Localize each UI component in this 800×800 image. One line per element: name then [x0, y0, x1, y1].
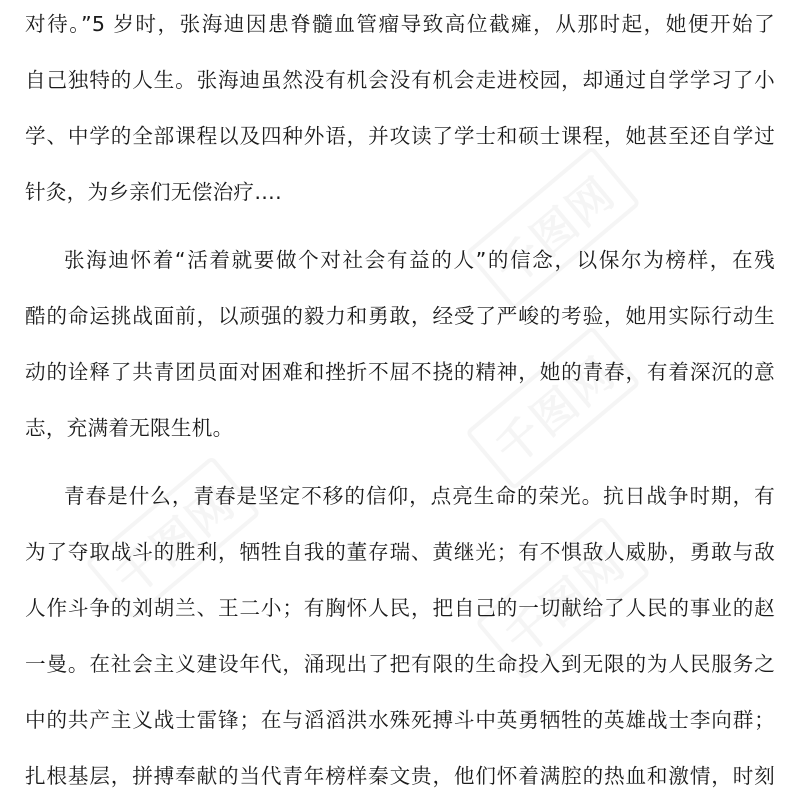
paragraph-first-line: 青春是什么，青春是坚定不移的信仰，点亮生命的荣光。抗日战争时期，有	[64, 484, 775, 508]
watermark-text: 千图网	[85, 456, 261, 621]
text-line: 学、中学的全部课程以及四种外语，并攻读了学士和硕士课程，她甚至还自学过	[25, 124, 775, 148]
watermark-text: 千图网	[475, 516, 651, 681]
watermark-text: 千图网	[465, 326, 641, 491]
text-line: 针灸，为乡亲们无偿治疗….	[25, 180, 282, 204]
text-line: 人作斗争的刘胡兰、王二小；有胸怀人民，把自己的一切献给了人民的事业的赵	[25, 596, 775, 620]
watermark	[465, 146, 641, 311]
text-line: 中的共产主义战士雷锋；在与滔滔洪水殊死搏斗中英勇牺牲的英雄战士李向群；	[25, 708, 775, 732]
paragraph-first-line: 张海迪怀着“活着就要做个对社会有益的人”的信念，以保尔为榜样，在残	[64, 248, 775, 272]
text-line: 酷的命运挑战面前，以顽强的毅力和勇敢，经受了严峻的考验，她用实际行动生	[25, 304, 775, 328]
text-line: 对待。”5 岁时，张海迪因患脊髓血管瘤导致高位截瘫，从那时起，她便开始了	[25, 12, 775, 36]
text-line: 自己独特的人生。张海迪虽然没有机会没有机会走进校园，却通过自学学习了小	[25, 68, 775, 92]
text-line: 志，充满着无限生机。	[25, 416, 234, 440]
text-line: 为了夺取战斗的胜利，牺牲自我的董存瑞、黄继光；有不惧敌人威胁，勇敢与敌	[25, 540, 775, 564]
watermark-text: 千图网	[465, 146, 641, 311]
text-line: 动的诠释了共青团员面对困难和挫折不屈不挠的精神，她的青春，有着深沉的意	[25, 360, 775, 384]
text-line: 一曼。在社会主义建设年代，涌现出了把有限的生命投入到无限的为人民服务之	[25, 652, 775, 676]
text-line: 扎根基层，拼搏奉献的当代青年榜样秦文贵，他们怀着满腔的热血和激情，时刻	[25, 764, 775, 788]
